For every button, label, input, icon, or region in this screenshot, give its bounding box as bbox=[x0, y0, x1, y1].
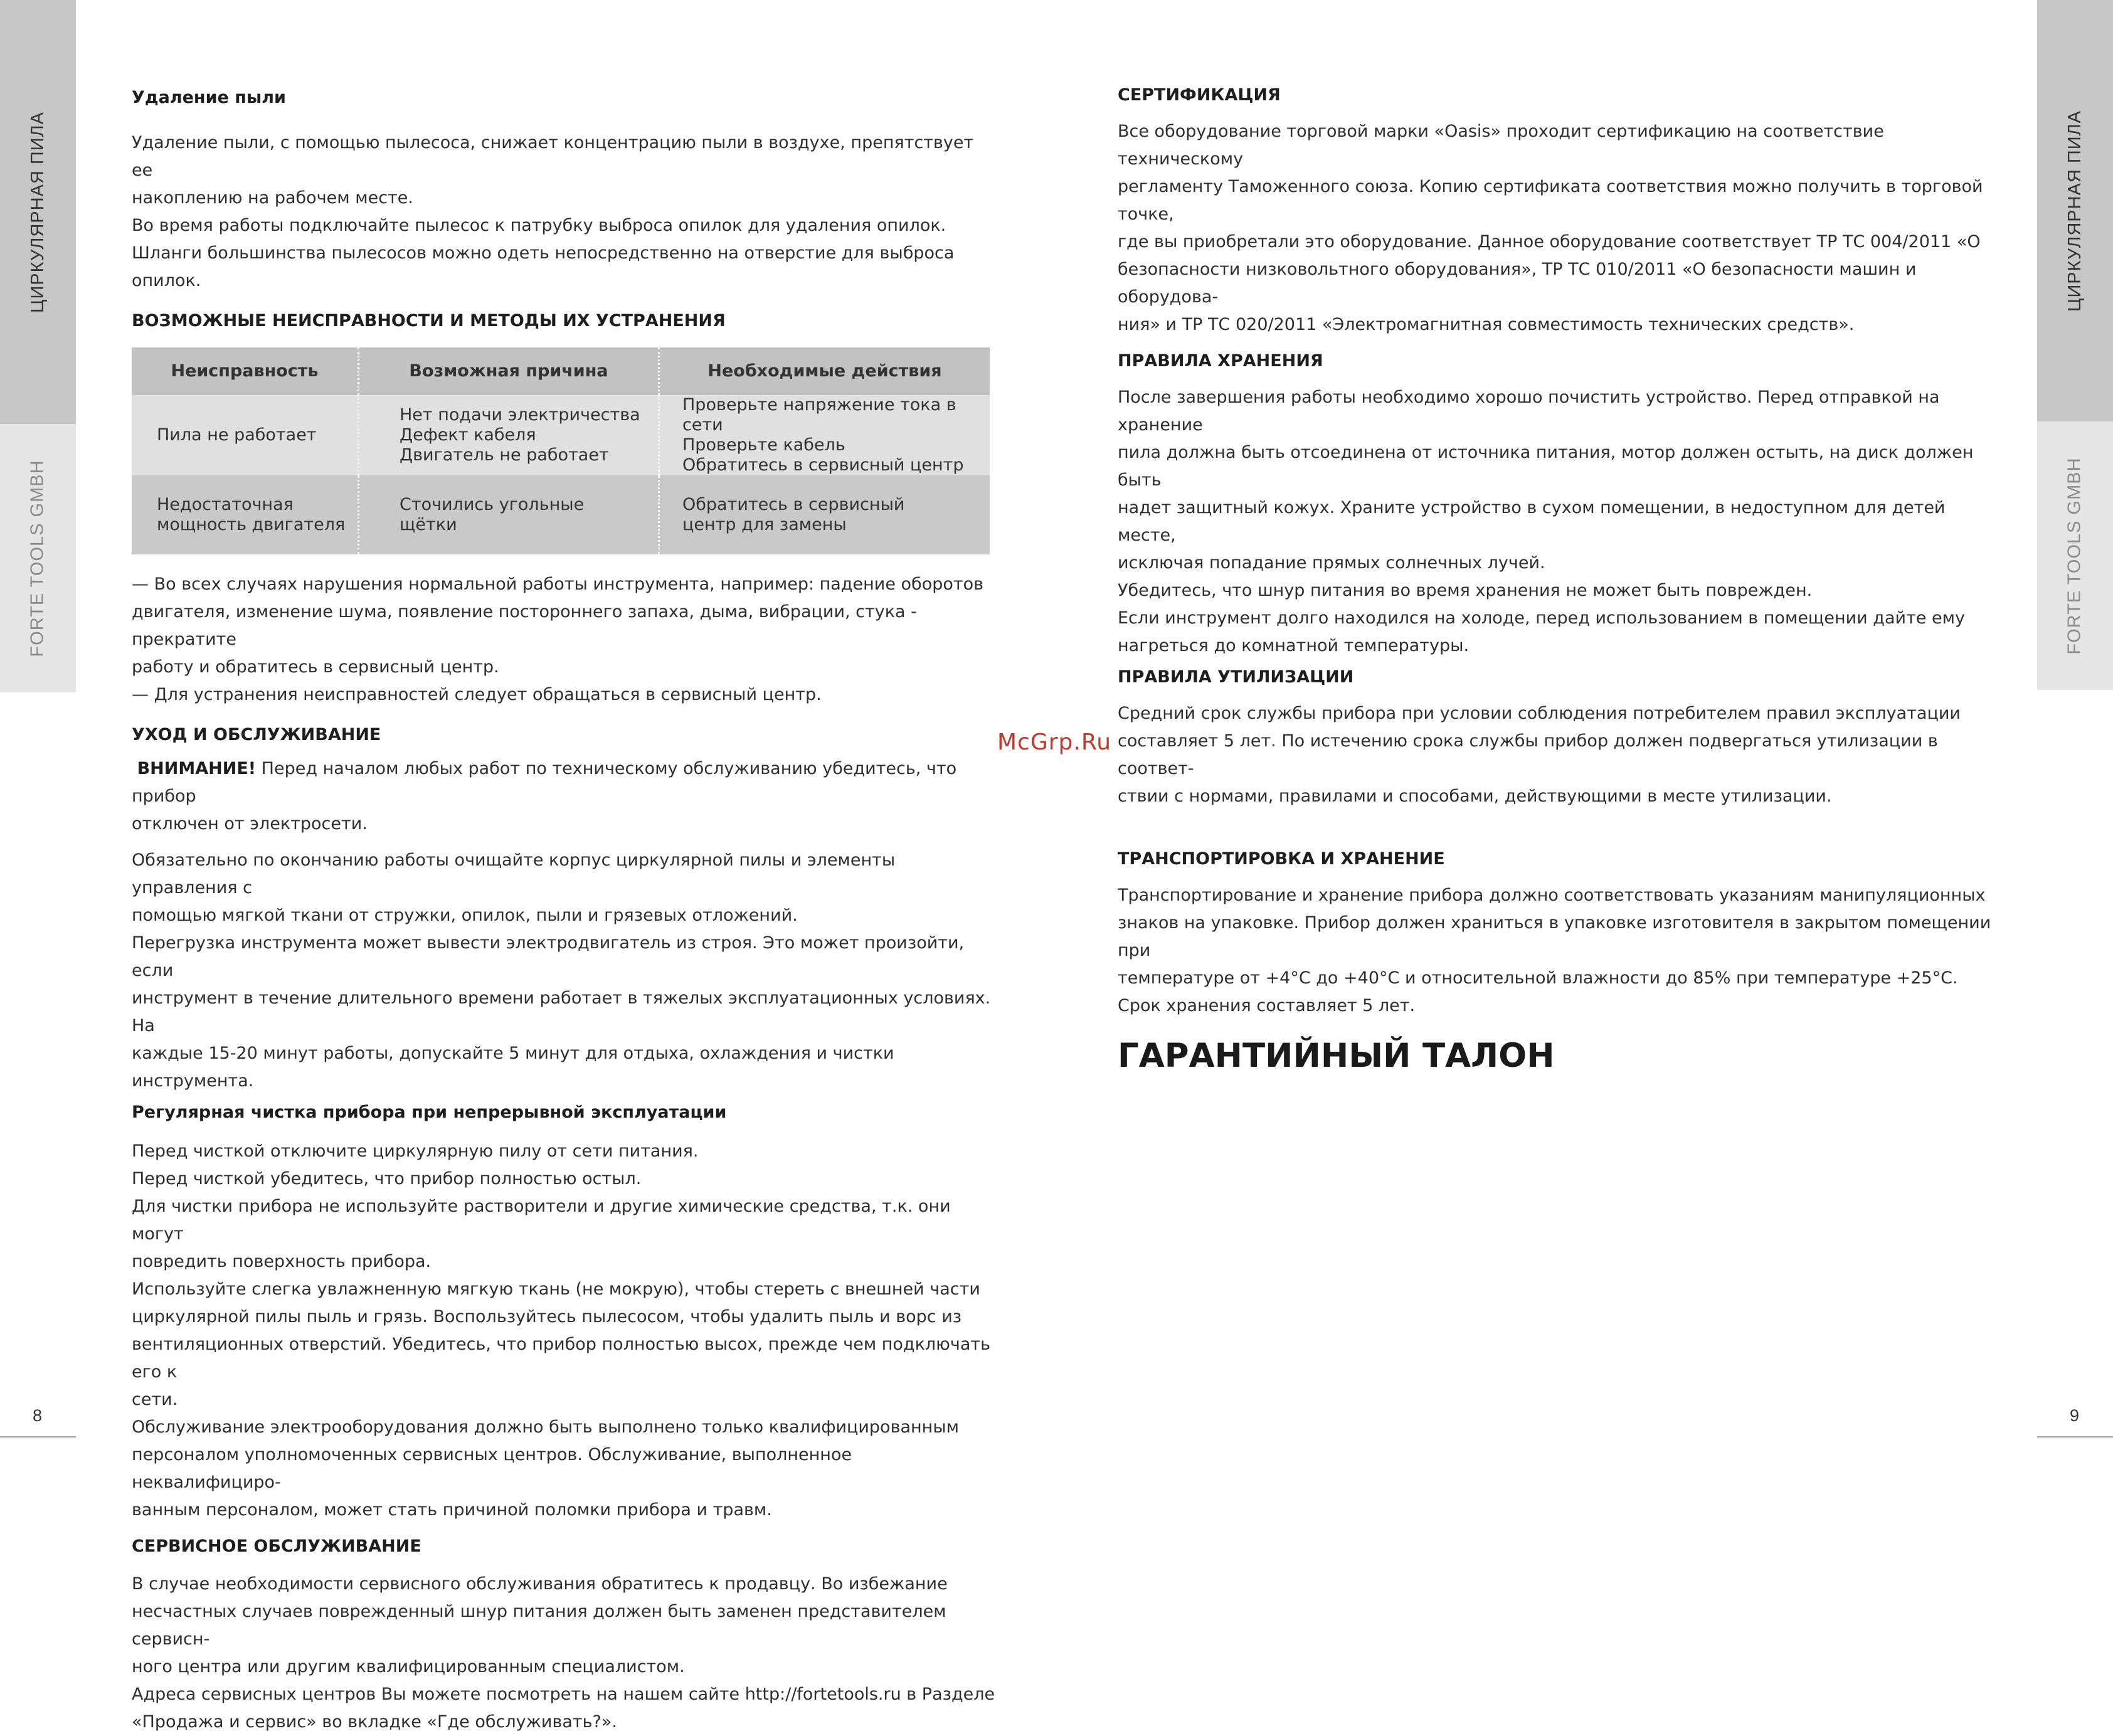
side-tab-right-bottom bbox=[2037, 421, 2113, 690]
page-number-right: 9 bbox=[2070, 1406, 2080, 1425]
paragraph-line: несчастных случаев поврежденный шнур питания должен быть заменен представителем сервисн- bbox=[132, 1602, 946, 1649]
warning-label: ВНИМАНИЕ! bbox=[137, 759, 257, 778]
warning-line: ВНИМАНИЕ! Перед началом любых работ по техническому обслуживанию убедитесь, что прибор bbox=[132, 759, 957, 806]
section-title-certification: СЕРТИФИКАЦИЯ bbox=[1118, 85, 1281, 105]
section-title-transport: ТРАНСПОРТИРОВКА И ХРАНЕНИЕ bbox=[1118, 849, 1445, 869]
paragraph-line: отключен от электросети. bbox=[132, 814, 368, 834]
paragraph-line: ния» и ТР ТС 020/2011 «Электромагнитная совместимость технических средств». bbox=[1118, 315, 1855, 334]
paragraph-line: Обслуживание электрооборудования должно быть выполнено только квалифицированным bbox=[132, 1417, 960, 1437]
paragraph-line: ствии с нормами, правилами и способами, действующими в месте утилизации. bbox=[1118, 786, 1832, 806]
paragraph-line: температуре от +4°С до +40°С и относительной влажности до 85% при температуре +25°С. bbox=[1118, 968, 1958, 988]
paragraph-line: Убедитесь, что шнур питания во время хранения не может быть поврежден. bbox=[1118, 581, 1813, 600]
paragraph-line: Во время работы подключайте пылесос к патрубку выброса опилок для удаления опилок. bbox=[132, 216, 946, 235]
paragraph-line: ного центра или другим квалифицированным специалистом. bbox=[132, 1657, 685, 1676]
table-header: Возможная причина bbox=[359, 347, 659, 395]
side-tab-left-top bbox=[0, 0, 76, 424]
footer-rule-left bbox=[0, 1436, 76, 1437]
paragraph-line: где вы приобретали это оборудование. Данное оборудование соответствует ТР ТС 004/2011 «О bbox=[1118, 232, 1981, 251]
paragraph-line: циркулярной пилы пыль и грязь. Воспользуйтесь пылесосом, чтобы удалить пыль и ворс из bbox=[132, 1307, 962, 1326]
paragraph-line: персоналом уполномоченных сервисных центров. Обслуживание, выполненное неквалифициро- bbox=[132, 1445, 852, 1492]
paragraph-line: Шланги большинства пылесосов можно одеть непосредственно на отверстие для выброса опилок. bbox=[132, 243, 955, 290]
section-title-cleaning: Регулярная чистка прибора при непрерывной эксплуатации bbox=[132, 1103, 727, 1122]
footer-rule-right bbox=[2037, 1436, 2113, 1437]
section-title-disposal: ПРАВИЛА УТИЛИЗАЦИИ bbox=[1118, 667, 1354, 687]
paragraph-line: «Продажа и сервис» во вкладке «Где обслуживать?». bbox=[132, 1712, 617, 1732]
paragraph-line: пила должна быть отсоединена от источника питания, мотор должен остыть, на диск должен быть bbox=[1118, 443, 1974, 490]
paragraph-line: регламенту Таможенного союза. Копию сертификата соответствия можно получить в торговой точке, bbox=[1118, 177, 1983, 224]
table-header: Необходимые действия bbox=[659, 347, 990, 395]
side-tab-left-bottom bbox=[0, 424, 76, 692]
table-cell-cause: Нет подачи электричества Дефект кабеля Двигатель не работает bbox=[359, 395, 659, 475]
table-cell-action: Обратитесь в сервисный центр для замены bbox=[659, 475, 990, 554]
paragraph-line: Перед чисткой убедитесь, что прибор полностью остыл. bbox=[132, 1169, 642, 1188]
side-tab-right-top bbox=[2037, 0, 2113, 421]
paragraph-line: сети. bbox=[132, 1390, 178, 1409]
paragraph-line: накоплению на рабочем месте. bbox=[132, 188, 413, 208]
paragraph-line: составляет 5 лет. По истечению срока службы прибор должен подвергаться утилизации в соответ- bbox=[1118, 731, 1938, 778]
paragraph-line: Если инструмент долго находился на холоде, перед использованием в помещении дайте ему bbox=[1118, 608, 1965, 628]
section-title-dust: Удаление пыли bbox=[132, 88, 286, 107]
paragraph-line: Перед чисткой отключите циркулярную пилу от сети питания. bbox=[132, 1141, 699, 1161]
paragraph-line: нагреться до комнатной температуры. bbox=[1118, 636, 1470, 655]
paragraph-line: вентиляционных отверстий. Убедитесь, что прибор полностью высох, прежде чем подключать его к bbox=[132, 1335, 991, 1382]
paragraph-line: повредить поверхность прибора. bbox=[132, 1252, 432, 1271]
paragraph-line: Перегрузка инструмента может вывести электродвигатель из строя. Это может произойти, если bbox=[132, 933, 965, 980]
paragraph-line: — Для устранения неисправностей следует обращаться в сервисный центр. bbox=[132, 685, 822, 704]
paragraph-line: Используйте слегка увлажненную мягкую ткань (не мокрую), чтобы стереть с внешней части bbox=[132, 1279, 980, 1299]
paragraph-line: исключая попадание прямых солнечных лучей. bbox=[1118, 553, 1545, 573]
paragraph-line: Адреса сервисных центров Вы можете посмотреть на нашем сайте http://fortetools.ru в Разделе bbox=[132, 1685, 995, 1704]
side-tab-label: ЦИРКУЛЯРНАЯ ПИЛА bbox=[28, 111, 48, 313]
paragraph-line: В случае необходимости сервисного обслуживания обратитесь к продавцу. Во избежание bbox=[132, 1574, 948, 1594]
paragraph-line: Удаление пыли, с помощью пылесоса, снижает концентрацию пыли в воздухе, препятствует ее bbox=[132, 133, 974, 180]
section-title-faults: ВОЗМОЖНЫЕ НЕИСПРАВНОСТИ И МЕТОДЫ ИХ УСТРАНЕНИЯ bbox=[132, 311, 726, 331]
page-number-left: 8 bbox=[33, 1406, 43, 1425]
paragraph-line: каждые 15-20 минут работы, допускайте 5 минут для отдыха, охлаждения и чистки инструмента. bbox=[132, 1044, 894, 1091]
paragraph-line: безопасности низковольтного оборудования», ТР ТС 010/2011 «О безопасности машин и оборудова- bbox=[1118, 260, 1917, 307]
section-title-storage: ПРАВИЛА ХРАНЕНИЯ bbox=[1118, 351, 1323, 371]
section-title-care: УХОД И ОБСЛУЖИВАНИЕ bbox=[132, 725, 381, 744]
left-page bbox=[132, 85, 997, 1736]
paragraph-line: После завершения работы необходимо хорошо почистить устройство. Перед отправкой на хранение bbox=[1118, 388, 1940, 435]
paragraph-line: Для чистки прибора не используйте растворители и другие химические средства, т.к. они могут bbox=[132, 1197, 951, 1244]
paragraph-line: надет защитный кожух. Храните устройство в сухом помещении, в недоступном для детей месте, bbox=[1118, 498, 1946, 545]
paragraph-line: работу и обратитесь в сервисный центр. bbox=[132, 657, 499, 677]
table-cell-cause: Сточились угольные щётки bbox=[359, 475, 659, 554]
side-tab-label: FORTE TOOLS GMBH bbox=[28, 459, 48, 657]
warranty-title: ГАРАНТИЙНЫЙ ТАЛОН bbox=[1118, 1037, 1555, 1075]
paragraph-line: Транспортирование и хранение прибора должно соответствовать указаниям манипуляционных bbox=[1118, 886, 1986, 905]
paragraph-line: — Во всех случаях нарушения нормальной работы инструмента, например: падение оборотов bbox=[132, 574, 984, 594]
paragraph-line: знаков на упаковке. Прибор должен храниться в упаковке изготовителя в закрытом помещении при bbox=[1118, 913, 1991, 960]
section-title-service: СЕРВИСНОЕ ОБСЛУЖИВАНИЕ bbox=[132, 1537, 421, 1556]
paragraph-line: Средний срок службы прибора при условии соблюдения потребителем правил эксплуатации bbox=[1118, 704, 1961, 723]
side-tab-label: ЦИРКУЛЯРНАЯ ПИЛА bbox=[2065, 110, 2085, 312]
paragraph-line: Срок хранения составляет 5 лет. bbox=[1118, 996, 1416, 1015]
paragraph-line: двигателя, изменение шума, появление постороннего запаха, дыма, вибрации, стука - прекратите bbox=[132, 602, 917, 649]
table-cell-action: Проверьте напряжение тока в сети Проверьте кабель Обратитесь в сервисный центр bbox=[659, 395, 990, 475]
faults-table bbox=[132, 347, 990, 554]
paragraph-line: помощью мягкой ткани от стружки, опилок, пыли и грязевых отложений. bbox=[132, 906, 798, 925]
paragraph-line: Все оборудование торговой марки «Oasis» проходит сертификацию на соответствие техническому bbox=[1118, 122, 1884, 169]
table-row bbox=[132, 395, 990, 475]
side-tab-label: FORTE TOOLS GMBH bbox=[2065, 457, 2085, 655]
table-cell-fault: Пила не работает bbox=[132, 395, 359, 475]
paragraph-line: Обязательно по окончанию работы очищайте корпус циркулярной пилы и элементы управления с bbox=[132, 850, 896, 897]
right-page bbox=[1118, 83, 1996, 1076]
table-header-row bbox=[132, 347, 990, 395]
table-row bbox=[132, 475, 990, 554]
table-cell-fault: Недостаточная мощность двигателя bbox=[132, 475, 359, 554]
paragraph-line: инструмент в течение длительного времени работает в тяжелых эксплуатационных условиях. На bbox=[132, 988, 991, 1035]
watermark: McGrp.Ru bbox=[997, 729, 1112, 755]
paragraph-line: ванным персоналом, может стать причиной поломки прибора и травм. bbox=[132, 1500, 772, 1520]
table-header: Неисправность bbox=[132, 347, 359, 395]
